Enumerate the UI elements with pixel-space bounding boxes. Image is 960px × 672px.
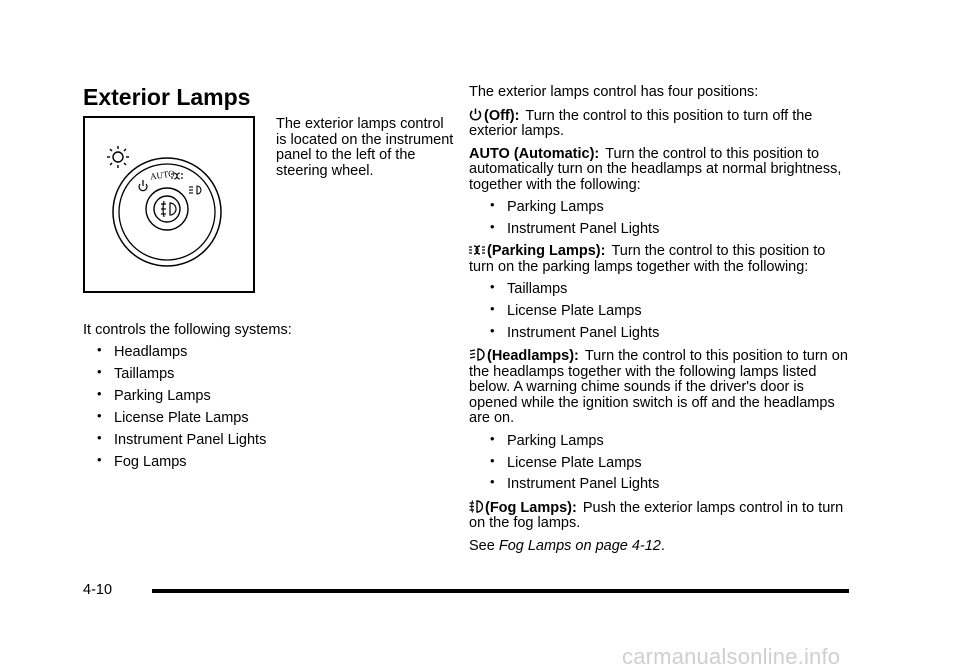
list-item: • Parking Lamps xyxy=(490,430,604,449)
bullet: • xyxy=(97,386,102,402)
bullet: • xyxy=(490,218,495,234)
exterior-lamps-control-figure xyxy=(83,116,255,293)
off-position-icon xyxy=(139,180,147,191)
list-item: • Instrument Panel Lights xyxy=(490,218,660,237)
bullet: • xyxy=(97,430,102,446)
bullet: • xyxy=(97,408,102,424)
list-item: • Instrument Panel Lights xyxy=(97,430,267,449)
list-item: • Taillamps xyxy=(97,364,175,383)
auto-position-paragraph: AUTO (Automatic): Turn the control to this position to automatically turn on the headlamps at normal brightness, together with the following: xyxy=(469,145,842,193)
systems-list xyxy=(97,342,267,478)
footer-rule xyxy=(152,589,849,593)
page-number: 4-10 xyxy=(83,582,113,598)
fog-lamp-button-icon xyxy=(161,201,176,217)
see-reference: See Fog Lamps on page 4-12. xyxy=(469,537,665,554)
parking-lamps-icon xyxy=(469,244,485,256)
bullet: • xyxy=(97,364,102,380)
watermark: carmanualsonline.info xyxy=(622,644,841,669)
parking-items-list xyxy=(490,279,849,341)
bullet: • xyxy=(490,430,495,446)
panel-lights-icon xyxy=(107,146,129,168)
parking-position-paragraph: (Parking Lamps): Turn the control to this position to turn on the parking lamps together with the following: xyxy=(469,243,826,275)
bullet: • xyxy=(490,301,495,317)
bullet: • xyxy=(490,474,495,490)
list-item: • Parking Lamps xyxy=(97,386,211,405)
off-position-paragraph: (Off): Turn the control to this position to turn off the exterior lamps. xyxy=(469,107,813,139)
fog-lamps-reference-link[interactable]: Fog Lamps on page 4-12 xyxy=(498,537,661,554)
auto-position-label: AUTO xyxy=(149,168,176,182)
fog-lamps-icon xyxy=(469,500,483,513)
list-item: • Headlamps xyxy=(97,342,188,360)
power-off-icon xyxy=(469,108,482,121)
headlamps-position-paragraph: (Headlamps): Turn the control to this position to turn on the headlamps together with the following lamps listed below. A warning chime sounds if the driver's door is opened while the ignition switch is off and the headlamps are on. xyxy=(469,348,848,427)
list-item: • Taillamps xyxy=(490,279,568,298)
bullet: • xyxy=(490,452,495,468)
list-item: • License Plate Lamps xyxy=(97,408,249,427)
list-item: • Instrument Panel Lights xyxy=(490,322,660,341)
list-item: • Instrument Panel Lights xyxy=(490,474,660,493)
list-item: • License Plate Lamps xyxy=(490,301,642,320)
bullet: • xyxy=(490,279,495,295)
list-item: • License Plate Lamps xyxy=(490,452,642,471)
systems-intro: It controls the following systems: xyxy=(83,322,292,338)
list-item: • Parking Lamps xyxy=(490,197,604,215)
headlamps-icon xyxy=(469,348,485,361)
headlamps-items-list xyxy=(490,430,849,493)
list-item: • Fog Lamps xyxy=(97,452,187,471)
auto-items-list xyxy=(490,197,849,237)
bullet: • xyxy=(490,197,495,212)
headlamp-position-icon xyxy=(189,186,201,194)
positions-section xyxy=(469,85,849,561)
bullet: • xyxy=(97,342,102,357)
bullet: • xyxy=(97,452,102,468)
page-title: Exterior Lamps xyxy=(83,84,251,110)
positions-intro: The exterior lamps control has four positions: xyxy=(469,84,759,100)
figure-caption: The exterior lamps control is located on the instrument panel to the left of the steering wheel. xyxy=(276,116,454,179)
fog-position-paragraph: (Fog Lamps): Push the exterior lamps control in to turn on the fog lamps. xyxy=(469,499,844,532)
bullet: • xyxy=(490,322,495,338)
